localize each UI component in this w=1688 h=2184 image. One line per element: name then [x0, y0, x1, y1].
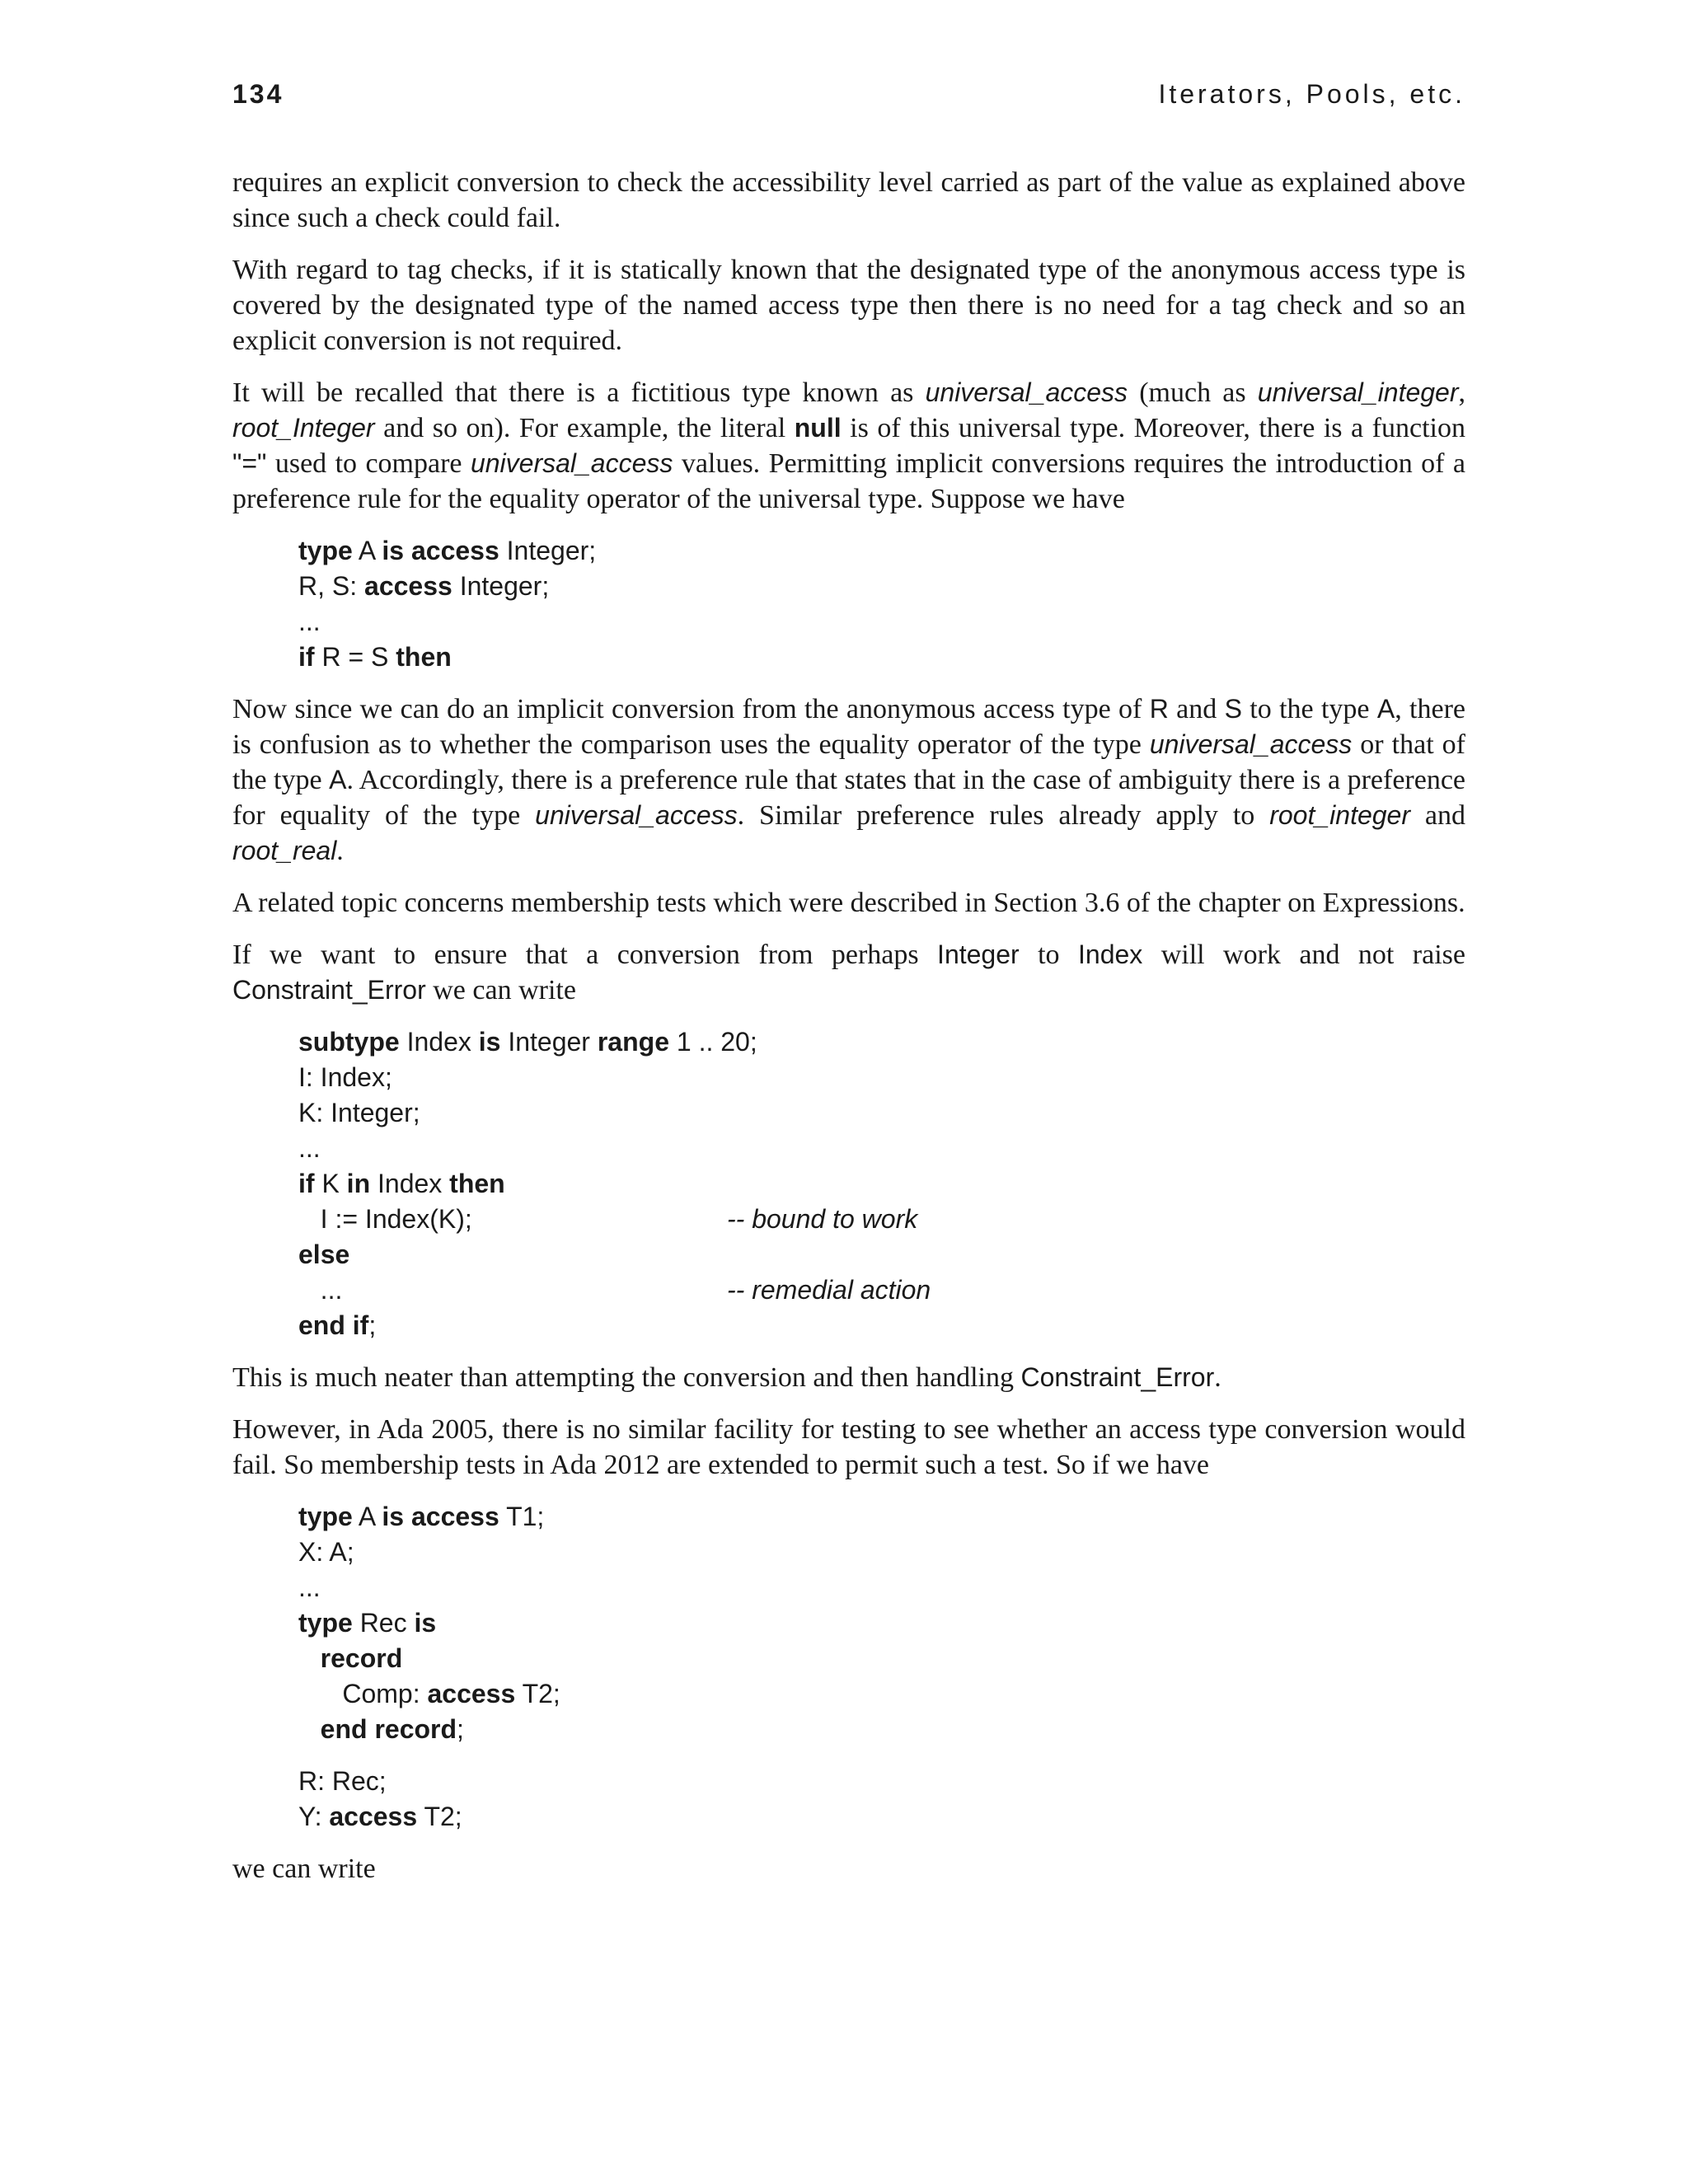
text-run: It will be recalled that there is a fictitious type known as [232, 377, 926, 408]
text-run: This is much neater than attempting the conversion and then handling [232, 1362, 1021, 1393]
code-term: Constraint_Error [232, 975, 426, 1005]
italic-term: universal_access [1149, 729, 1353, 759]
italic-term: root_Integer [232, 413, 375, 443]
code-line: ... -- remedial action [298, 1272, 1465, 1308]
code-term: R [1149, 694, 1169, 724]
text-run: is of this universal type. Moreover, there is a function [841, 413, 1465, 443]
italic-term: root_integer [1269, 800, 1410, 830]
code-term: Integer [937, 940, 1020, 969]
text-run: , [1458, 377, 1465, 408]
paragraph-5: A related topic concerns membership tests which were described in Section 3.6 of the chapter on Expressions. [232, 888, 1465, 918]
code-comment: -- bound to work [727, 1204, 918, 1234]
text-run: and so on). For example, the literal [374, 413, 795, 443]
code-term: Index [1078, 940, 1143, 969]
code-block-1 [298, 533, 1465, 675]
code-term: A [1376, 694, 1395, 724]
code-block-2 [298, 1024, 1465, 1343]
text-run: . [336, 836, 344, 866]
code-line: I: Index; [298, 1062, 392, 1092]
code-gap [298, 1747, 1465, 1764]
text-run: Now since we can do an implicit conversion from the anonymous access type of [232, 694, 1150, 724]
paragraph-9: we can write [232, 1854, 376, 1884]
text-run: . [1214, 1362, 1221, 1393]
code-line: K: Integer; [298, 1098, 420, 1127]
code-line: ... [298, 607, 321, 636]
running-head: Iterators, Pools, etc. [1158, 79, 1465, 109]
page-header [232, 79, 1465, 119]
text-run: and [1168, 694, 1225, 724]
code-line: ... [298, 1133, 321, 1163]
text-run: used to compare [266, 448, 471, 479]
code-block-3 [298, 1499, 1465, 1835]
code-line: X: A; [298, 1537, 354, 1567]
code-line: type Rec is [298, 1608, 437, 1638]
paragraph-4 [232, 691, 1465, 869]
paragraph-7 [232, 1360, 1465, 1395]
paragraph-2: With regard to tag checks, if it is statically known that the designated type of the anonymous access type is covered by the designated type of the named access type then there is no need for a tag check and so an explicit conversion is not required. [232, 255, 1465, 356]
text-run: . Accordingly, there is a preference rule that states that in the case of ambiguity there is a preference for equality of the type [232, 765, 1466, 831]
code-line: type A is access T1; [298, 1502, 545, 1531]
code-term: A [329, 765, 347, 794]
code-line: R: Rec; [298, 1766, 387, 1796]
code-line: if K in Index then [298, 1169, 505, 1198]
text-run: we can write [425, 975, 576, 1005]
page-number: 134 [232, 79, 284, 109]
italic-term: universal_access [470, 448, 673, 478]
code-line: else [298, 1240, 350, 1269]
text-run: . Similar preference rules already apply to [737, 800, 1270, 831]
code-line: end if; [298, 1310, 377, 1340]
code-term: S [1224, 694, 1242, 724]
code-line: Y: access T2; [298, 1802, 462, 1831]
code-term: "=" [232, 448, 267, 478]
code-line: I := Index(K); -- bound to work [298, 1202, 1465, 1237]
code-comment: -- remedial action [727, 1275, 931, 1305]
text-run: values. Permitting implicit conversions requires the introduction of a preference rule for the equality operator of the universal type. Suppose we have [232, 448, 1465, 514]
italic-term: universal_access [535, 800, 738, 830]
text-run: to the type [1241, 694, 1377, 724]
code-line: ... [298, 1572, 321, 1602]
code-line: subtype Index is Integer range 1 .. 20; [298, 1027, 757, 1057]
italic-term: universal_integer [1257, 377, 1459, 407]
italic-term: universal_access [925, 377, 1128, 407]
text-run: or that of the type [232, 729, 1465, 795]
code-line: type A is access Integer; [298, 536, 597, 565]
text-run: to [1019, 940, 1078, 970]
text-run: If we want to ensure that a conversion from perhaps [232, 940, 938, 970]
code-line: end record; [298, 1714, 464, 1744]
text-run: will work and not raise [1142, 940, 1465, 970]
paragraph-6 [232, 937, 1465, 1008]
text-run: , there is confusion as to whether the comparison uses the equality operator of the type [232, 694, 1465, 760]
italic-term: root_real [232, 836, 337, 865]
paragraph-8: However, in Ada 2005, there is no similar facility for testing to see whether an access type conversion would fail. So membership tests in Ada 2012 are extended to permit such a test. So if we have [232, 1414, 1465, 1480]
keyword-term: null [794, 413, 842, 443]
code-line: Comp: access T2; [298, 1679, 560, 1708]
page-body [232, 165, 1465, 1903]
code-term: Constraint_Error [1020, 1362, 1215, 1392]
paragraph-1: requires an explicit conversion to check the accessibility level carried as part of the value as explained above since such a check could fail. [232, 167, 1465, 233]
code-line: record [298, 1643, 403, 1673]
text-run: and [1410, 800, 1466, 831]
paragraph-3 [232, 375, 1465, 517]
code-line: if R = S then [298, 642, 452, 672]
code-line: R, S: access Integer; [298, 571, 550, 601]
text-run: (much as [1128, 377, 1258, 408]
